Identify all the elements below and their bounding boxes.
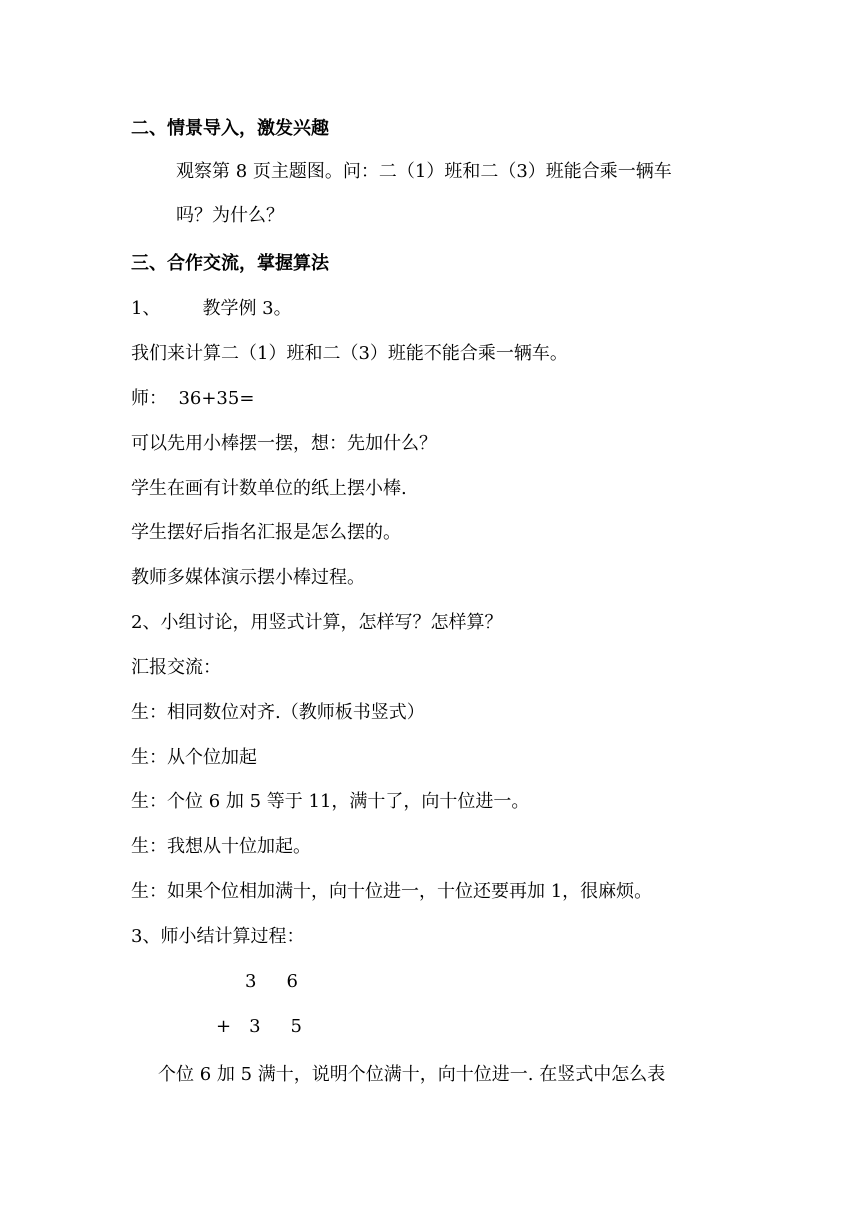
row-1-ones: 6 [286,971,298,992]
paragraph-15: 个位 6 加 5 满十，说明个位满十，向十位进一. 在竖式中怎么表 [158,1064,666,1085]
paragraph-10: 生：从个位加起 [131,747,257,768]
item-1-text: 教学例 3。 [202,298,292,319]
paragraph-12: 生：我想从十位加起。 [131,836,311,857]
vertical-row-2 [216,1015,302,1039]
section-2-paragraph-line-2: 吗？为什么？ [176,205,284,226]
row-1-tens: 3 [245,971,257,992]
row-2-ones: 5 [290,1016,302,1037]
paragraph-14: 3、师小结计算过程： [131,926,305,947]
paragraph-5: 学生摆好后指名汇报是怎么摆的。 [131,522,401,543]
paragraph-6: 教师多媒体演示摆小棒过程。 [131,567,365,588]
paragraph-13: 生：如果个位相加满十，向十位进一，十位还要再加 1，很麻烦。 [131,881,653,902]
paragraph-7: 2、小组讨论，用竖式计算，怎样写？怎样算？ [131,612,503,633]
row-2-tens: 3 [249,1016,261,1037]
paragraph-4: 学生在画有计数单位的纸上摆小棒. [131,478,407,499]
row-2-operator: + [216,1016,232,1037]
vertical-row-1 [245,970,298,994]
paragraph-8: 汇报交流： [131,657,221,678]
item-1 [131,297,292,321]
paragraph-9: 生：相同数位对齐.（教师板书竖式） [131,702,425,723]
paragraph-2: 师： 36+35= [131,388,255,409]
paragraph-3: 可以先用小棒摆一摆，想：先加什么？ [131,433,437,454]
item-1-number: 1、 [131,298,161,319]
paragraph-1: 我们来计算二（1）班和二（3）班能不能合乘一辆车。 [131,343,568,364]
paragraph-11: 生：个位 6 加 5 等于 11，满十了，向十位进一。 [131,791,530,812]
section-2-heading: 二、情景导入，激发兴趣 [131,118,329,139]
section-3-heading: 三、合作交流，掌握算法 [131,253,329,274]
section-2-paragraph-line-1: 观察第 8 页主题图。问：二（1）班和二（3）班能合乘一辆车 [176,161,672,182]
